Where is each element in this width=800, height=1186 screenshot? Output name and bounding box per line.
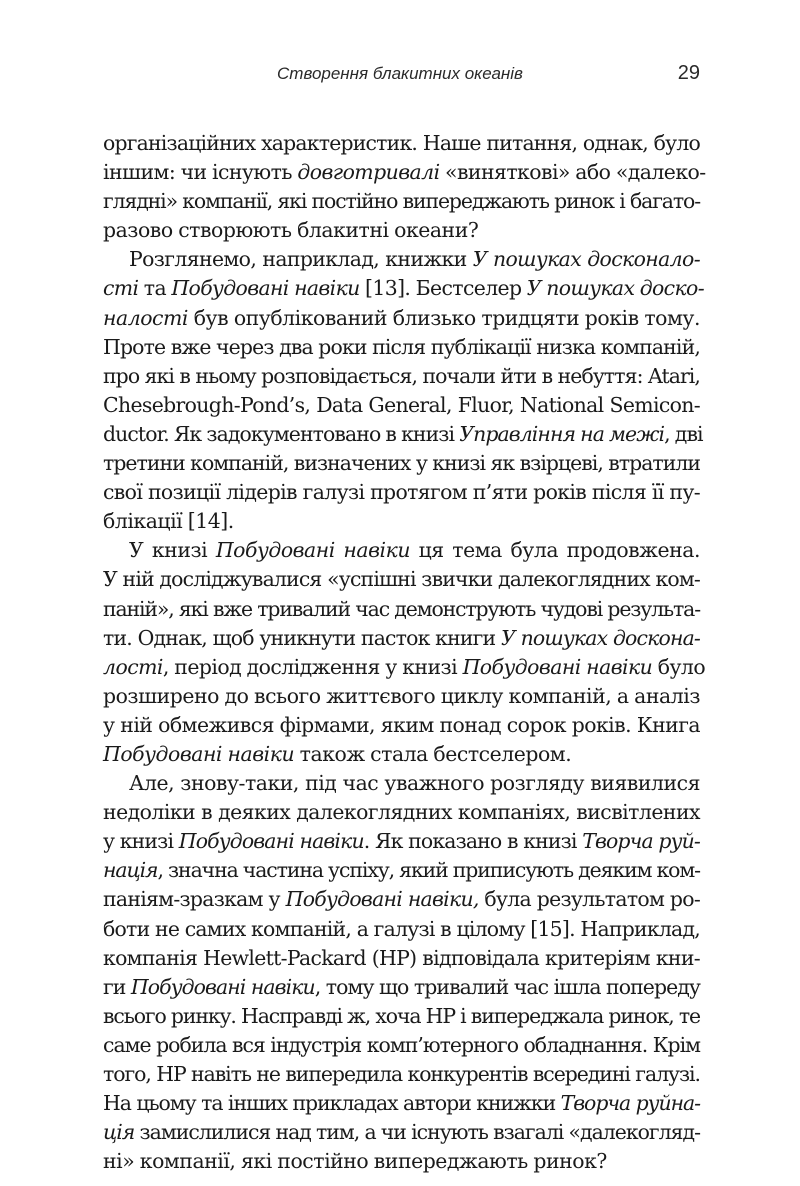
text-line <box>103 449 700 478</box>
paragraph <box>103 769 700 1176</box>
text-segment: [13]. Бестселер <box>359 276 527 301</box>
text-line <box>103 187 700 216</box>
text-line <box>103 333 700 362</box>
text-line <box>103 362 700 391</box>
text-segment: компанія Hewlett-Packard (HP) відповідала критеріям кни- <box>103 945 700 970</box>
italic-title: довготривалі <box>297 160 440 185</box>
text-segment: був опублікований близько тридцяти років тому. <box>187 305 700 330</box>
italic-title: ція <box>103 1120 135 1145</box>
text-segment: На цьому та інших прикладах автори книжки <box>103 1091 561 1116</box>
page-number: 29 <box>677 62 700 84</box>
text-segment: у книзі <box>103 829 179 854</box>
text-segment: ця тема була продовжена. <box>410 538 700 563</box>
text-line <box>103 885 700 914</box>
paragraph <box>103 129 706 245</box>
text-line <box>103 1147 700 1176</box>
text-line <box>103 304 700 333</box>
text-line <box>103 1089 700 1118</box>
text-segment: У книзі <box>129 538 216 563</box>
text-line <box>103 740 700 769</box>
text-segment: недоліки в деяких далекоглядних компаніях, висвітлених <box>103 800 700 825</box>
text-line <box>103 1031 700 1060</box>
text-segment: , тому що тривалий час ішла попереду <box>314 974 700 999</box>
text-line <box>103 711 700 740</box>
text-line <box>103 624 700 653</box>
text-line <box>103 216 700 245</box>
text-line <box>103 478 700 507</box>
text-segment: саме робила вся індустрія комп’ютерного обладнання. Крім <box>103 1032 700 1057</box>
italic-title: налості <box>103 305 188 330</box>
text-line <box>103 1002 700 1031</box>
italic-title: лості <box>103 654 163 679</box>
text-segment: була результатом ро- <box>478 887 700 912</box>
text-segment: , дві <box>664 421 703 446</box>
text-segment: ги <box>103 974 131 999</box>
text-segment: про які в ньому розповідається, почали йти в небуття: Atari, <box>103 363 700 388</box>
text-line <box>103 682 700 711</box>
text-segment: та <box>138 276 172 301</box>
text-line <box>103 565 700 594</box>
text-segment: Chesebrough-Pond’s, Data General, Fluor, National Semicon- <box>103 392 700 417</box>
text-segment: Проте вже через два роки після публікації низка компаній, <box>103 334 700 359</box>
body-text <box>103 129 706 1176</box>
italic-title: Побудовані навіки, <box>285 887 479 912</box>
italic-title: Побудовані навіки <box>130 974 315 999</box>
text-line <box>103 769 700 798</box>
text-segment: організаційних характеристик. Наше питання, однак, було <box>103 131 700 155</box>
text-line <box>103 245 700 274</box>
text-segment: разово створюють блакитні океани? <box>103 218 479 243</box>
text-segment: свої позиції лідерів галузі протягом п’яти років після її пу- <box>103 480 700 505</box>
text-line <box>103 158 706 187</box>
paragraph <box>103 536 706 769</box>
chapter-title: Створення блакитних океанів <box>277 64 523 83</box>
italic-title: У пошуках доско- <box>526 276 704 301</box>
text-segment: було <box>652 654 706 679</box>
text-segment: також стала бестселером. <box>294 741 572 766</box>
text-segment: «виняткові» або «далеко- <box>439 160 706 185</box>
text-line <box>103 973 700 1002</box>
text-line <box>103 798 700 827</box>
italic-title: Управління на межі <box>459 421 665 446</box>
italic-title: нація <box>103 858 158 883</box>
text-segment: боти не самих компаній, а галузі в цілому [15]. Наприклад, <box>103 916 700 941</box>
text-line <box>103 915 700 944</box>
text-line <box>103 507 700 536</box>
text-line <box>103 420 703 449</box>
text-line <box>103 391 700 420</box>
paragraph <box>103 245 704 536</box>
text-segment: паніям-зразкам у <box>103 887 286 912</box>
text-line <box>103 827 700 856</box>
text-segment: , період дослідження у книзі <box>162 654 463 679</box>
text-segment: . Як показано в книзі <box>363 829 583 854</box>
text-line <box>103 856 700 885</box>
text-line <box>103 944 700 973</box>
text-segment: того, HP навіть не випередила конкурентів всередині галузі. <box>103 1062 700 1086</box>
italic-title: Побудовані навіки <box>103 741 295 766</box>
text-segment: всього ринку. Насправді ж, хоча HP і випереджала ринок, те <box>103 1003 700 1028</box>
text-segment: Але, знову-таки, під час уважного розгляду виявилися <box>129 771 700 796</box>
text-line <box>103 1060 700 1089</box>
text-line <box>103 595 700 624</box>
text-line <box>103 274 704 303</box>
text-segment: глядні» компанії, які постійно випереджають ринок і багато- <box>103 189 700 214</box>
italic-title: сті <box>103 276 139 301</box>
italic-title: Творча руй- <box>582 829 700 854</box>
text-segment: Розглянемо, наприклад, книжки <box>129 247 473 272</box>
italic-title: У пошуках досконало- <box>472 247 700 272</box>
italic-title: Творча руйна- <box>560 1091 700 1116</box>
running-header <box>100 64 700 94</box>
italic-title: Побудовані навіки <box>215 538 411 563</box>
text-line <box>103 129 700 158</box>
text-segment: , значна частина успіху, який приписують деяким ком- <box>157 858 700 883</box>
text-segment: ні» компанії, які постійно випереджають ринок? <box>103 1149 607 1174</box>
text-segment: у ній обмежився фірмами, яким понад сорок років. Книга <box>103 712 700 737</box>
text-segment: У ній досліджувалися «успішні звички далекоглядних ком- <box>103 567 700 592</box>
text-segment: розширено до всього життєвого циклу компаній, а аналіз <box>103 683 700 708</box>
text-line <box>103 1118 700 1147</box>
text-segment: блікації [14]. <box>103 509 234 534</box>
text-segment: третини компаній, визначених у книзі як взірцеві, втратили <box>103 451 700 476</box>
text-segment: паній», які вже тривалий час демонструють чудові результа- <box>103 596 700 621</box>
italic-title: У пошуках доскона- <box>500 625 700 650</box>
text-line <box>103 536 700 565</box>
text-segment: ductor. Як задокументовано в книзі <box>103 421 460 446</box>
text-segment: іншим: чи існують <box>103 160 298 185</box>
italic-title: Побудовані навіки <box>171 276 360 301</box>
text-line <box>103 653 706 682</box>
italic-title: Побудовані навіки <box>178 829 364 854</box>
italic-title: Побудовані навіки <box>462 654 653 679</box>
text-segment: ти. Однак, щоб уникнути пасток книги <box>103 625 501 650</box>
text-segment: замислилися над тим, а чи існують взагалі «далекогляд- <box>134 1120 700 1145</box>
